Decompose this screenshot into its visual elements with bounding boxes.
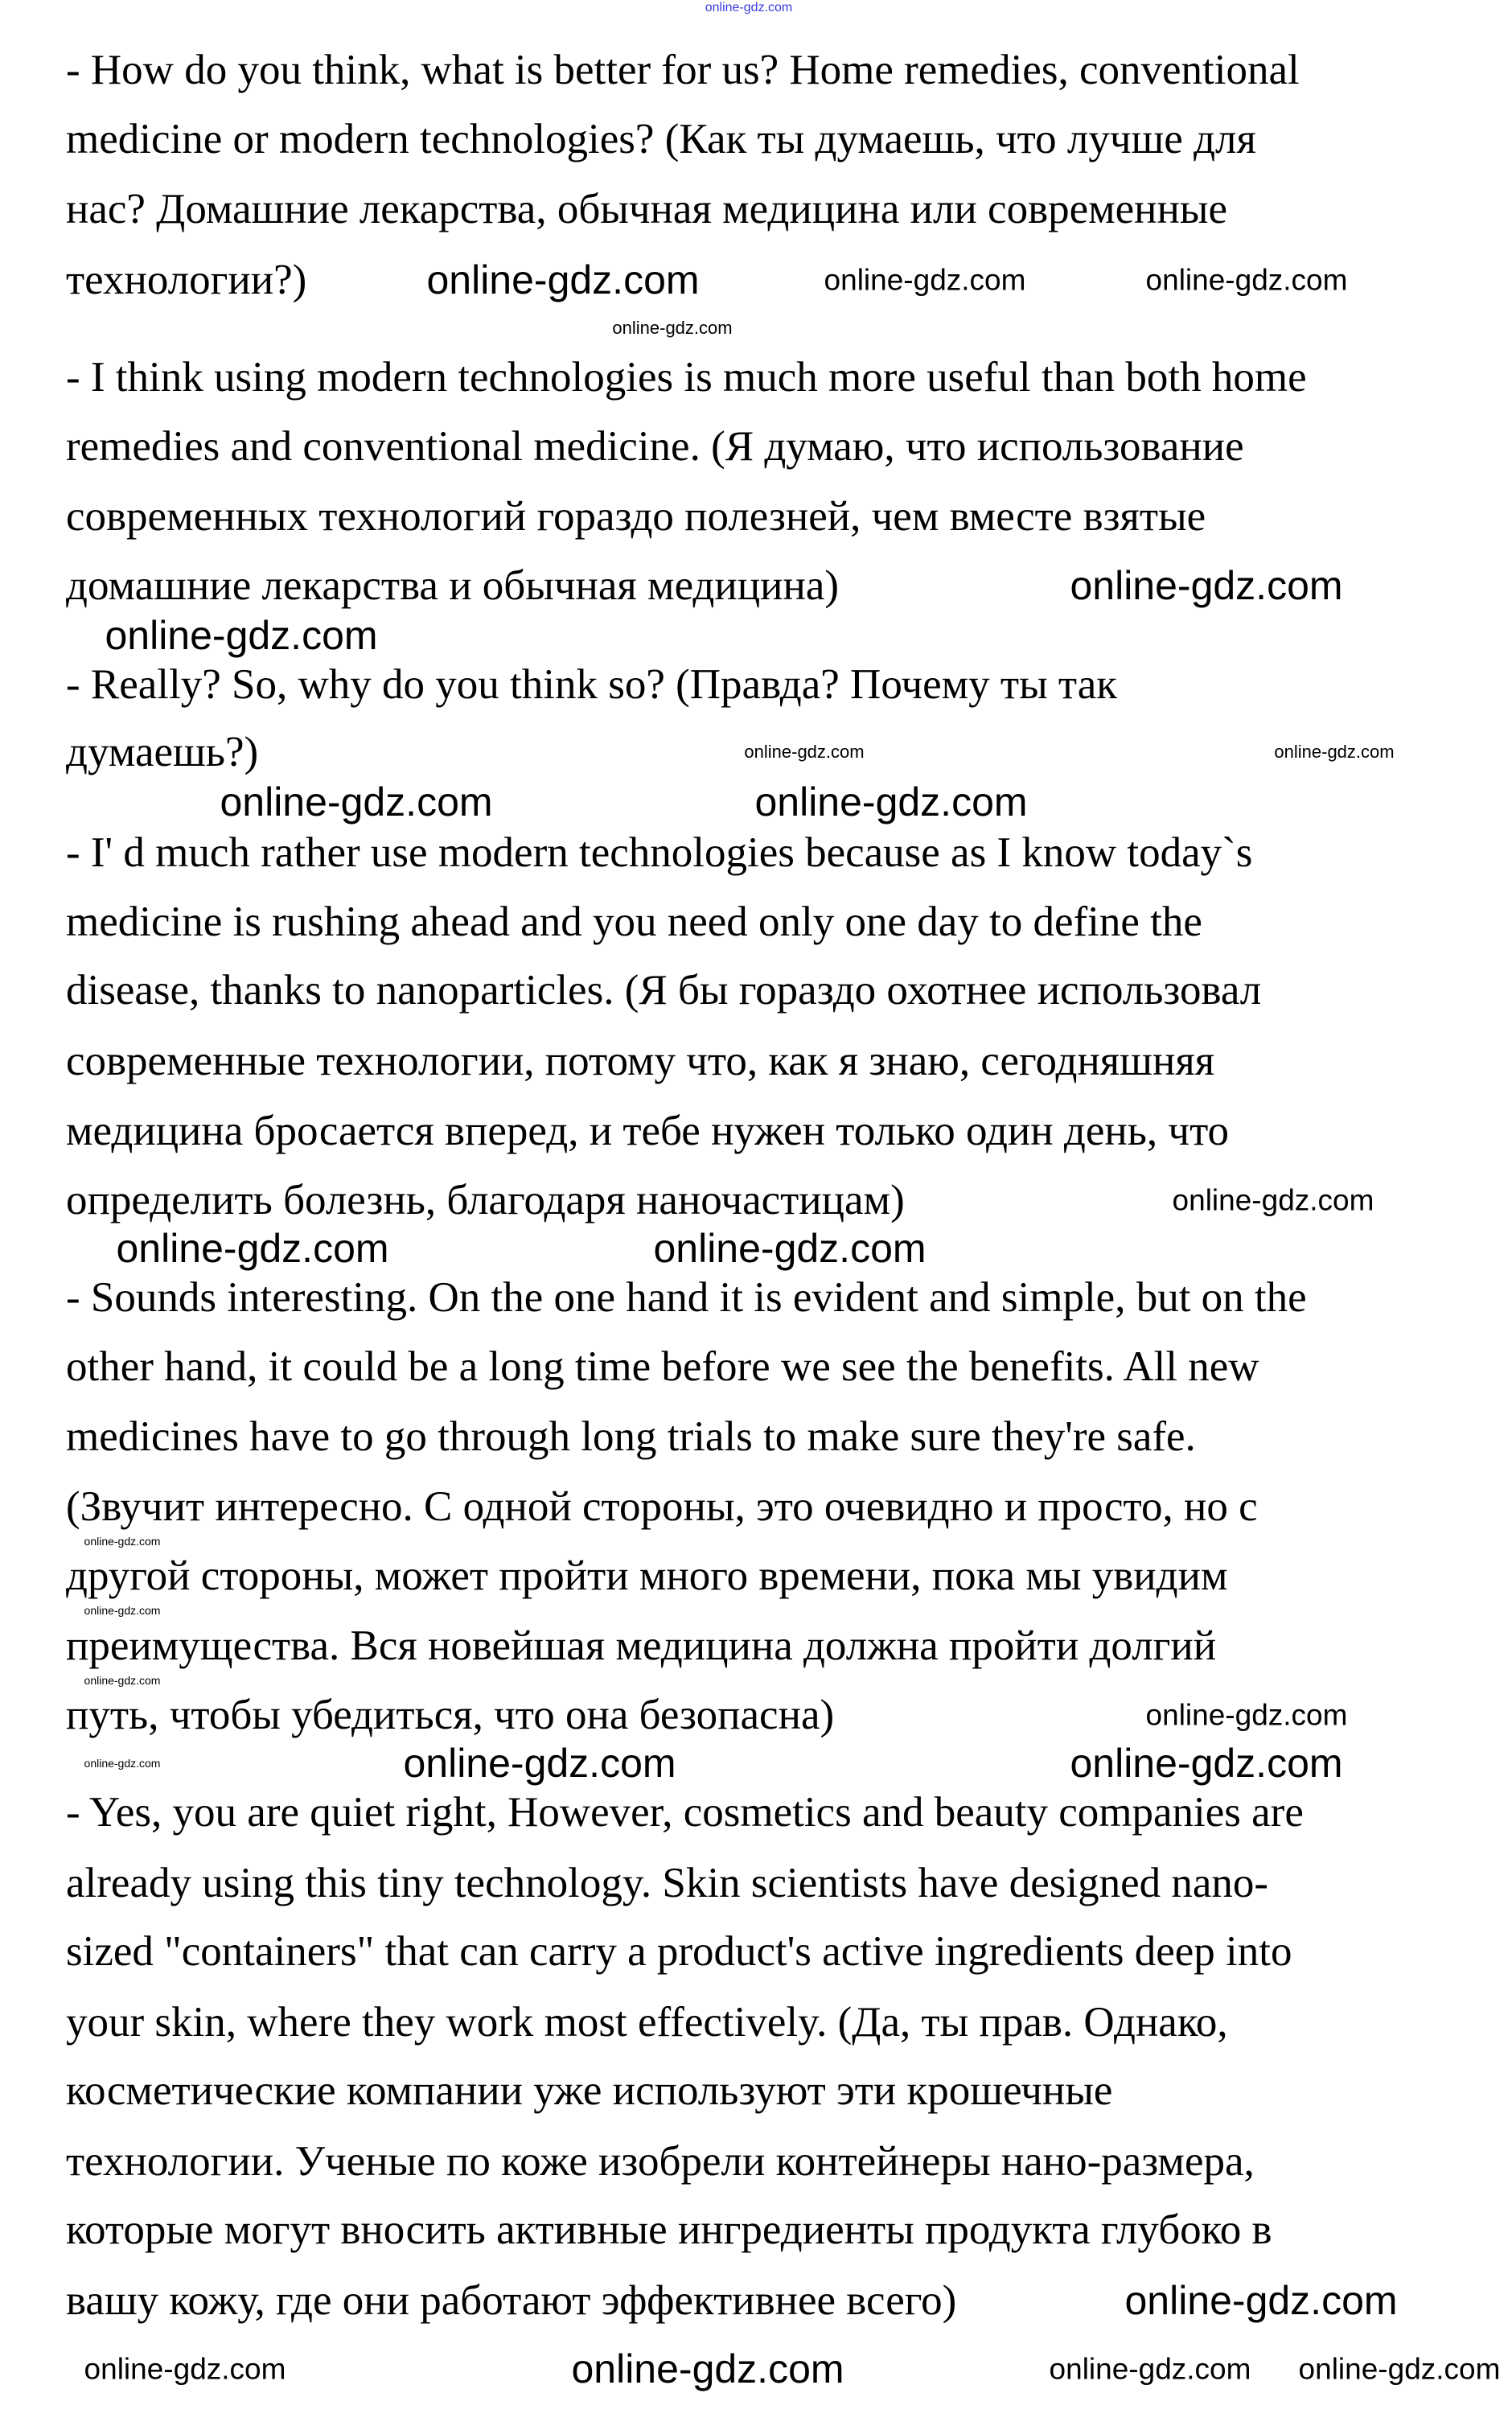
watermark: online-gdz.com <box>84 1604 161 1617</box>
text-line: которые могут вносить активные ингредиенты продукта глубоко в <box>66 2206 1272 2253</box>
text-line: medicine or modern technologies? (Как ты думаешь, что лучше для <box>66 116 1256 162</box>
watermark: online-gdz.com <box>653 1226 927 1271</box>
text-line: медицина бросается вперед, и тебе нужен только один день, что <box>66 1108 1230 1154</box>
text-line: - How do you think, what is better for us? Home remedies, conventional <box>66 47 1300 93</box>
text-line: современные технологии, потому что, как я знаю, сегодняшняя <box>66 1038 1215 1084</box>
watermark: online-gdz.com <box>426 257 700 302</box>
text-line: определить болезнь, благодаря наночастицам) <box>66 1177 905 1223</box>
text-line: другой стороны, может пройти много времени, пока мы увидим <box>66 1552 1228 1599</box>
watermark: online-gdz.com <box>1172 1183 1374 1217</box>
text-line: технологии?) <box>66 257 307 303</box>
text-line: - I' d much rather use modern technologies because as I know today`s <box>66 829 1253 876</box>
text-line: современных технологий гораздо полезней, чем вместе взятые <box>66 493 1206 540</box>
watermark: online-gdz.com <box>403 1741 676 1786</box>
text-line: домашние лекарства и обычная медицина) <box>66 562 840 609</box>
watermark: online-gdz.com <box>754 779 1028 825</box>
watermark: online-gdz.com <box>84 1674 161 1687</box>
watermark: online-gdz.com <box>220 779 493 825</box>
text-line: medicine is rushing ahead and you need only one day to define the <box>66 899 1202 945</box>
text-line: (Звучит интересно. С одной стороны, это очевидно и просто, но с <box>66 1483 1258 1530</box>
text-line: - Sounds interesting. On the one hand it is evident and simple, but on the <box>66 1274 1307 1321</box>
watermark: online-gdz.com <box>84 1535 161 1548</box>
watermark: online-gdz.com <box>705 1 793 14</box>
text-line: your skin, where they work most effectively. (Да, ты прав. Однако, <box>66 1999 1228 2046</box>
watermark: online-gdz.com <box>105 613 378 658</box>
text-line: disease, thanks to nanoparticles. (Я бы гораздо охотнее использовал <box>66 967 1262 1014</box>
watermark: online-gdz.com <box>612 318 733 338</box>
watermark: online-gdz.com <box>1298 2352 1501 2386</box>
text-line: - Really? So, why do you think so? (Правда? Почему ты так <box>66 661 1118 708</box>
text-line: косметические компании уже используют эти крошечные <box>66 2067 1113 2114</box>
text-line: - Yes, you are quiet right, However, cosmetics and beauty companies are <box>66 1789 1304 1836</box>
text-line: технологии. Ученые по коже изобрели контейнеры нано-размера, <box>66 2138 1255 2185</box>
watermark: online-gdz.com <box>84 2352 286 2386</box>
watermark: online-gdz.com <box>1274 742 1395 762</box>
watermark: online-gdz.com <box>1145 1698 1348 1732</box>
text-line: already using this tiny technology. Skin scientists have designed nano- <box>66 1860 1269 1906</box>
watermark: online-gdz.com <box>571 2346 844 2391</box>
watermark: online-gdz.com <box>744 742 865 762</box>
text-line: sized "containers" that can carry a product's active ingredients deep into <box>66 1928 1292 1975</box>
watermark: online-gdz.com <box>1070 563 1343 608</box>
text-line: other hand, it could be a long time before we see the benefits. All new <box>66 1343 1259 1390</box>
watermark: online-gdz.com <box>1124 2278 1398 2323</box>
text-line: путь, чтобы убедиться, что она безопасна) <box>66 1692 835 1738</box>
text-line: medicines have to go through long trials to make sure they're safe. <box>66 1413 1196 1460</box>
watermark: online-gdz.com <box>84 1757 161 1770</box>
watermark: online-gdz.com <box>1145 263 1348 297</box>
text-line: думаешь?) <box>66 729 259 775</box>
watermark: online-gdz.com <box>1070 1741 1343 1786</box>
text-line: вашу кожу, где они работают эффективнее всего) <box>66 2277 957 2324</box>
watermark: online-gdz.com <box>1049 2352 1251 2386</box>
watermark: online-gdz.com <box>116 1226 389 1271</box>
text-line: remedies and conventional medicine. (Я думаю, что использование <box>66 423 1244 470</box>
watermark: online-gdz.com <box>824 263 1026 297</box>
text-line: нас? Домашние лекарства, обычная медицина или современные <box>66 186 1228 232</box>
text-line: - I think using modern technologies is much more useful than both home <box>66 354 1307 401</box>
text-line: преимущества. Вся новейшая медицина должна пройти долгий <box>66 1622 1217 1669</box>
